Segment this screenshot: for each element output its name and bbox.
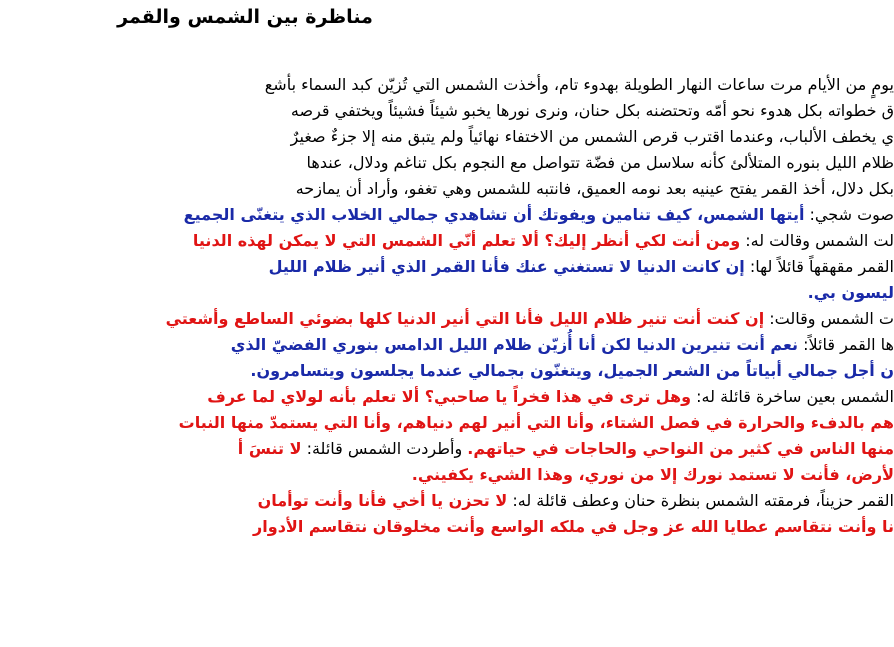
text-line <box>0 280 894 306</box>
text-line <box>0 514 894 540</box>
text-line <box>0 332 894 358</box>
text-line <box>0 98 894 124</box>
narration-text: بكل دلال، أخذ القمر يفتح عينيه بعد نومه العميق، فانتبه للشمس وهي تغفو، وأراد أن يمازحه <box>295 179 894 198</box>
sun-dialogue: منها الناس في كثير من النواحي والحاجات في حياتهم. <box>467 439 894 458</box>
sun-dialogue: لأرض، فأنت لا تستمد نورك إلا من نوري، وهذا الشيء يكفيني. <box>411 465 894 484</box>
text-line <box>0 306 894 332</box>
moon-dialogue: ن أجل جمالي أبياتاً من الشعر الجميل، ويتغنّون بجمالي عندما يجلسون ويتسامرون. <box>250 361 894 380</box>
story-body <box>0 72 894 540</box>
text-line <box>0 436 894 462</box>
text-line <box>0 488 894 514</box>
text-line <box>0 410 894 436</box>
moon-dialogue: نعم أنت تنيرين الدنيا لكن أنا أُزيّن ظلام الليل الدامس بنوري الفضيّ الذي <box>230 335 799 354</box>
text-line <box>0 176 894 202</box>
narration-text: وأطردت الشمس قائلة: <box>301 439 468 458</box>
text-line <box>0 462 894 488</box>
narration-text: صوت شجي: <box>804 205 894 224</box>
narration-text: ظلام الليل بنوره المتلألئ كأنه سلاسل من فضّة تتواصل مع النجوم بكل تناغم ودلال، عندها <box>306 153 894 172</box>
narration-text: ق خطواته بكل هدوء نحو أمّه وتحتضنه بكل حنان، ونرى نورها يخبو شيئاً فشيئاً ويختفي قرصه <box>290 101 894 120</box>
moon-dialogue: أيتها الشمس، كيف تنامين ويفوتك أن تشاهدي جمالي الخلاب الذي يتغنّى الجميع <box>183 205 805 224</box>
sun-dialogue: ومن أنت لكي أنظر إليك؟ ألا تعلم أنّي الشمس التي لا يمكن لهذه الدنيا <box>192 231 741 250</box>
narration-text: القمر حزيناً، فرمقته الشمس بنظرة حنان وعطف قائلة له: <box>507 491 894 510</box>
text-line <box>0 150 894 176</box>
text-line <box>0 358 894 384</box>
text-line <box>0 72 894 98</box>
narration-text: ت الشمس وقالت: <box>764 309 894 328</box>
text-line <box>0 254 894 280</box>
sun-dialogue: لا تنسَ أ <box>237 439 302 458</box>
sun-dialogue: نا وأنت نتقاسم عطايا الله عز وجل في ملكه الواسع وأنت مخلوقان نتقاسم الأدوار <box>253 517 894 536</box>
narration-text: القمر مقهقهاً قائلاً لها: <box>744 257 894 276</box>
sun-dialogue: هم بالدفء والحرارة في فصل الشتاء، وأنا التي أنير لهم دنياهم، وأنا التي يستمدّ منها النبات <box>178 413 894 432</box>
sun-dialogue: وهل ترى في هذا فخراً يا صاحبي؟ ألا تعلم بأنه لولاي لما عرف <box>207 387 692 406</box>
narration-text: ها القمر قائلاً: <box>798 335 894 354</box>
narration-text: يومٍ من الأيام مرت ساعات النهار الطويلة بهدوء تام، وأخذت الشمس التي تُزيّن كبد السماء بأشع <box>264 75 894 94</box>
text-line <box>0 384 894 410</box>
page-title: مناظرة بين الشمس والقمر <box>117 6 373 28</box>
sun-dialogue: لا تحزن يا أخي فأنا وأنت توأمان <box>257 491 508 510</box>
narration-text: ي يخطف الألباب، وعندما اقترب قرص الشمس من الاختفاء نهائياً ولم يتبق منه إلا جزءٌ صغيرٌ <box>290 127 894 146</box>
text-line <box>0 124 894 150</box>
moon-dialogue: إن كانت الدنيا لا تستغني عنك فأنا القمر الذي أنير ظلام الليل <box>268 257 745 276</box>
moon-dialogue: ليسون بي. <box>807 283 894 302</box>
sun-dialogue: إن كنت أنت تنير ظلام الليل فأنا التي أنير الدنيا كلها بضوئي الساطع وأشعتي <box>165 309 765 328</box>
text-line <box>0 228 894 254</box>
narration-text: لت الشمس وقالت له: <box>740 231 894 250</box>
text-line <box>0 202 894 228</box>
narration-text: الشمس بعين ساخرة قائلة له: <box>691 387 894 406</box>
